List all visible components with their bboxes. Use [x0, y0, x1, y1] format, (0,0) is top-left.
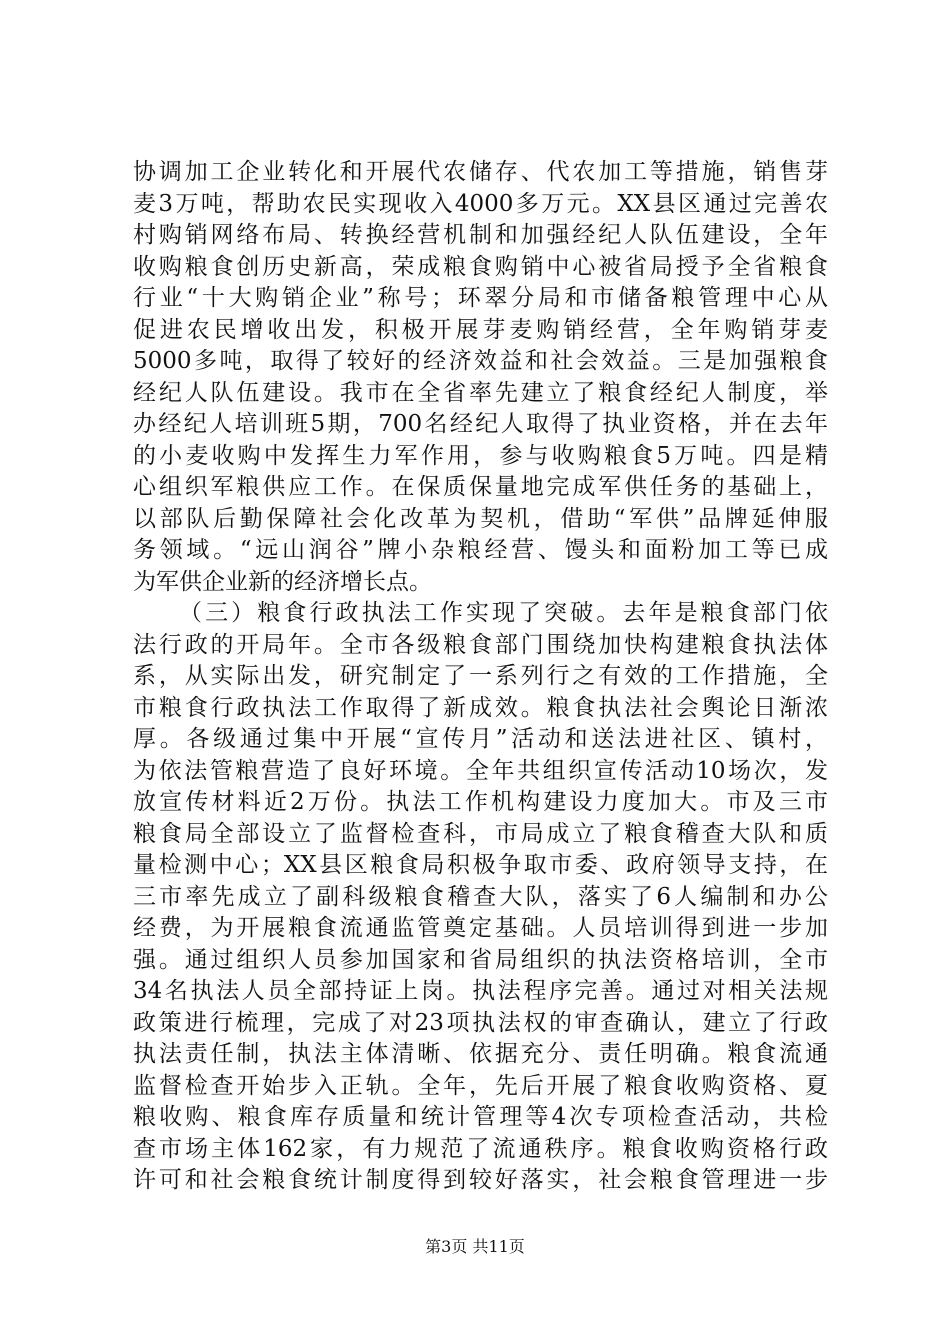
text-line: 许可和社会粮食统计制度得到较好落实，社会粮食管理进一步 — [133, 1167, 828, 1193]
text-line: 三市率先成立了副科级粮食稽查大队，落实了6人编制和办公 — [133, 883, 828, 910]
text-line: 放宣传材料近2万份。执法工作机构建设力度加大。市及三市 — [133, 789, 828, 815]
text-line: 为军供企业新的经济增长点。 — [133, 568, 432, 595]
text-line: 政策进行梳理，完成了对23项执法权的审查确认，建立了行政 — [133, 1009, 828, 1036]
text-line: 系，从实际出发，研究制定了一系列行之有效的工作措施，全 — [133, 663, 828, 689]
text-line: 协调加工企业转化和开展代农储存、代农加工等措施，销售芽 — [133, 159, 828, 185]
text-line: 34名执法人员全部持证上岗。执法程序完善。通过对相关法规 — [133, 978, 828, 1004]
text-line: 厚。各级通过集中开展“宣传月”活动和送法进社区、镇村， — [133, 726, 828, 752]
text-line: 市粮食行政执法工作取得了新成效。粮食执法社会舆论日渐浓 — [133, 694, 828, 721]
text-line: 粮食局全部设立了监督检查科，市局成立了粮食稽查大队和质 — [133, 820, 828, 847]
text-line: 麦3万吨，帮助农民实现收入4000多万元。XX县区通过完善农 — [133, 190, 828, 217]
text-line: 监督检查开始步入正轨。全年，先后开展了粮食收购资格、夏 — [133, 1072, 828, 1099]
text-line: 量检测中心；XX县区粮食局积极争取市委、政府领导支持，在 — [133, 852, 828, 878]
text-line: 粮收购、粮食库存质量和统计管理等4次专项检查活动，共检 — [133, 1104, 828, 1130]
text-line: 为依法管粮营造了良好环境。全年共组织宣传活动10场次，发 — [133, 757, 828, 784]
text-line: 执法责任制，执法主体清晰、依据充分、责任明确。粮食流通 — [133, 1041, 828, 1067]
text-line: 法行政的开局年。全市各级粮食部门围绕加快构建粮食执法体 — [133, 631, 828, 658]
text-line: 办经纪人培训班5期，700名经纪人取得了执业资格，并在去年 — [133, 411, 828, 437]
text-line: 心组织军粮供应工作。在保质保量地完成军供任务的基础上， — [133, 474, 828, 500]
page-footer — [0, 1237, 950, 1257]
text-line: 行业“十大购销企业”称号；环翠分局和市储备粮管理中心从 — [133, 285, 828, 311]
text-line: 村购销网络布局、转换经营机制和加强经纪人队伍建设，全年 — [133, 222, 828, 248]
text-line: 经纪人队伍建设。我市在全省率先建立了粮食经纪人制度，举 — [133, 379, 828, 406]
text-line: 查市场主体162家，有力规范了流通秩序。粮食收购资格行政 — [133, 1135, 828, 1162]
text-line: 经费，为开展粮食流通监管奠定基础。人员培训得到进一步加 — [133, 915, 828, 941]
document-body — [133, 157, 828, 1197]
text-line: 强。通过组织人员参加国家和省局组织的执法资格培训，全市 — [133, 946, 828, 973]
text-line: 以部队后勤保障社会化改革为契机，借助“军供”品牌延伸服 — [133, 505, 828, 532]
text-line: （三）粮食行政执法工作实现了突破。去年是粮食部门依 — [179, 600, 828, 626]
text-line: 5000多吨，取得了较好的经济效益和社会效益。三是加强粮食 — [133, 348, 828, 374]
text-line: 的小麦收购中发挥生力军作用，参与收购粮食5万吨。四是精 — [133, 442, 828, 469]
text-line: 促进农民增收出发，积极开展芽麦购销经营，全年购销芽麦 — [133, 316, 828, 343]
text-line: 务领域。“远山润谷”牌小杂粮经营、馒头和面粉加工等已成 — [133, 537, 828, 563]
page-number: 第3页 共11页 — [425, 1237, 525, 1256]
text-line: 收购粮食创历史新高，荣成粮食购销中心被省局授予全省粮食 — [133, 253, 828, 280]
